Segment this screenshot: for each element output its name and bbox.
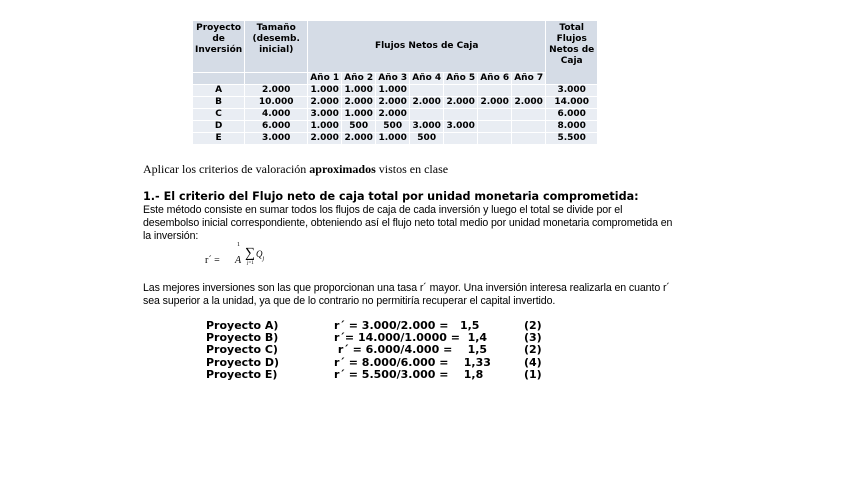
formula-q-letter: Q — [256, 249, 263, 259]
flow-cell: 500 — [342, 121, 375, 132]
table-row — [193, 97, 597, 108]
result-formula: r´ = 6.000/4.000 = 1,5 — [334, 343, 488, 357]
header-tamano-line: Tamaño — [256, 23, 296, 33]
flow-cell: 2.000 — [308, 133, 341, 144]
flow-cell — [410, 109, 443, 120]
result-project: Proyecto A) — [206, 319, 279, 332]
size-cell: 2.000 — [245, 85, 307, 96]
flow-cell: 1.000 — [308, 121, 341, 132]
paragraph-line: desembolso inicial correspondiente, obteniendo así el flujo neto total medio por unidad monetaria comprometida en — [143, 217, 673, 229]
flow-cell: 500 — [376, 121, 409, 132]
size-cell: 10.000 — [245, 97, 307, 108]
result-rank: (2) — [524, 343, 542, 357]
flow-cell — [444, 109, 477, 120]
flow-cell: 3.000 — [444, 121, 477, 132]
paragraph-line: Este método consiste en sumar todos los flujos de caja de cada inversión y luego el total se divide por el — [143, 204, 623, 216]
year-header: Año 5 — [444, 73, 477, 84]
year-header: Año 2 — [342, 73, 375, 84]
flow-cell: 1.000 — [342, 109, 375, 120]
result-rank: (3) — [524, 331, 542, 345]
result-formula: r´ = 8.000/6.000 = 1,33 — [334, 355, 491, 369]
flow-cell: 3.000 — [410, 121, 443, 132]
formula-q-sub: j — [262, 255, 265, 262]
criterion-heading: 1.- El criterio del Flujo neto de caja total por unidad monetaria comprometida: — [143, 190, 639, 203]
flow-cell — [444, 85, 477, 96]
flow-cell: 500 — [410, 133, 443, 144]
year-header: Año 7 — [512, 73, 545, 84]
result-project: Proyecto B) — [206, 331, 279, 345]
project-cell: A — [193, 85, 244, 96]
flow-cell — [478, 121, 511, 132]
flow-cell: 2.000 — [444, 97, 477, 108]
flow-cell — [512, 109, 545, 120]
flow-cell: 1.000 — [376, 133, 409, 144]
total-cell: 14.000 — [546, 97, 597, 108]
flow-cell: 2.000 — [376, 109, 409, 120]
flow-cell: 2.000 — [478, 97, 511, 108]
result-project: Proyecto E) — [206, 367, 278, 381]
flow-cell: 2.000 — [342, 97, 375, 108]
size-cell: 3.000 — [245, 133, 307, 144]
flow-cell — [478, 109, 511, 120]
intro-bold-text: aproximados — [309, 162, 376, 176]
table-row — [193, 121, 597, 132]
header-total-line: Netos de — [549, 45, 595, 55]
header-tamano-line: (desemb. — [252, 34, 300, 44]
flow-cell: 1.000 — [342, 85, 375, 96]
project-cell: C — [193, 109, 244, 120]
flow-cell: 3.000 — [308, 109, 341, 120]
flow-cell: 2.000 — [410, 97, 443, 108]
table-row — [193, 85, 597, 96]
header-total-line: Caja — [560, 56, 583, 66]
project-cell: D — [193, 121, 244, 132]
formula-one: 1 — [237, 242, 240, 248]
result-formula: r´= 14.000/1.0000 = 1,4 — [334, 331, 488, 345]
year-header: Año 3 — [376, 73, 409, 84]
paragraph-line: Las mejores inversiones son las que proporcionan una tasa r´ mayor. Una inversión interesa realizarla en cuanto r´ — [143, 282, 670, 294]
paragraph-line: sea superior a la unidad, ya que de lo contrario no permitiría recuperar el capital invertido. — [143, 295, 556, 307]
paragraph-line: la inversión: — [143, 230, 199, 242]
formula-sigma: ∑ — [245, 246, 255, 261]
formula-a: A — [235, 255, 242, 266]
header-tamano-line: inicial) — [259, 45, 294, 55]
formula-lhs: r´ = — [205, 255, 220, 266]
flow-cell — [512, 133, 545, 144]
result-project: Proyecto C) — [206, 343, 278, 357]
flow-cell — [410, 85, 443, 96]
total-cell: 3.000 — [546, 85, 597, 96]
size-cell: 6.000 — [245, 121, 307, 132]
formula-q — [256, 249, 264, 262]
header-proyecto-line: Inversión — [195, 45, 243, 55]
intro-text-end: vistos en clase — [375, 162, 449, 176]
total-cell: 5.500 — [546, 133, 597, 144]
header-proyecto-line: de — [212, 34, 225, 44]
flow-cell: 2.000 — [308, 97, 341, 108]
flow-cell — [478, 133, 511, 144]
investment-table-container — [192, 20, 598, 145]
result-rank: (1) — [524, 367, 542, 381]
header-total — [546, 21, 597, 84]
formula-sub: j=1 — [247, 261, 254, 266]
result-rank: (4) — [524, 355, 542, 369]
project-cell: E — [193, 133, 244, 144]
flow-cell — [512, 121, 545, 132]
header-total-line: Flujos — [556, 34, 587, 44]
flow-cell: 2.000 — [342, 133, 375, 144]
table-row — [193, 109, 597, 120]
year-header: Año 1 — [308, 73, 341, 84]
intro-line — [143, 162, 448, 177]
flow-cell: 2.000 — [512, 97, 545, 108]
year-header: Año 4 — [410, 73, 443, 84]
investment-flows-table — [192, 20, 598, 145]
flow-cell — [444, 133, 477, 144]
flow-cell: 1.000 — [308, 85, 341, 96]
header-tamano — [245, 21, 307, 72]
table-years-row — [193, 73, 597, 84]
header-proyecto — [193, 21, 244, 72]
size-cell: 4.000 — [245, 109, 307, 120]
years-blank-cell — [193, 73, 244, 84]
years-blank-cell — [245, 73, 307, 84]
intro-text: Aplicar los criterios de valoración — [143, 162, 310, 176]
table-header-row — [193, 21, 597, 72]
result-rank: (2) — [524, 319, 542, 332]
header-flujos: Flujos Netos de Caja — [308, 21, 545, 72]
flow-cell: 2.000 — [376, 97, 409, 108]
result-formula: r´ = 5.500/3.000 = 1,8 — [334, 367, 484, 381]
flow-cell: 1.000 — [376, 85, 409, 96]
year-header: Año 6 — [478, 73, 511, 84]
flow-cell — [512, 85, 545, 96]
project-cell: B — [193, 97, 244, 108]
total-cell: 8.000 — [546, 121, 597, 132]
flow-cell — [478, 85, 511, 96]
ratio-formula — [205, 243, 275, 271]
result-project: Proyecto D) — [206, 355, 279, 369]
total-cell: 6.000 — [546, 109, 597, 120]
header-proyecto-line: Proyecto — [196, 23, 242, 33]
header-total-line: Total — [559, 23, 584, 33]
result-formula: r´ = 3.000/2.000 = 1,5 — [334, 319, 480, 332]
table-row — [193, 133, 597, 144]
